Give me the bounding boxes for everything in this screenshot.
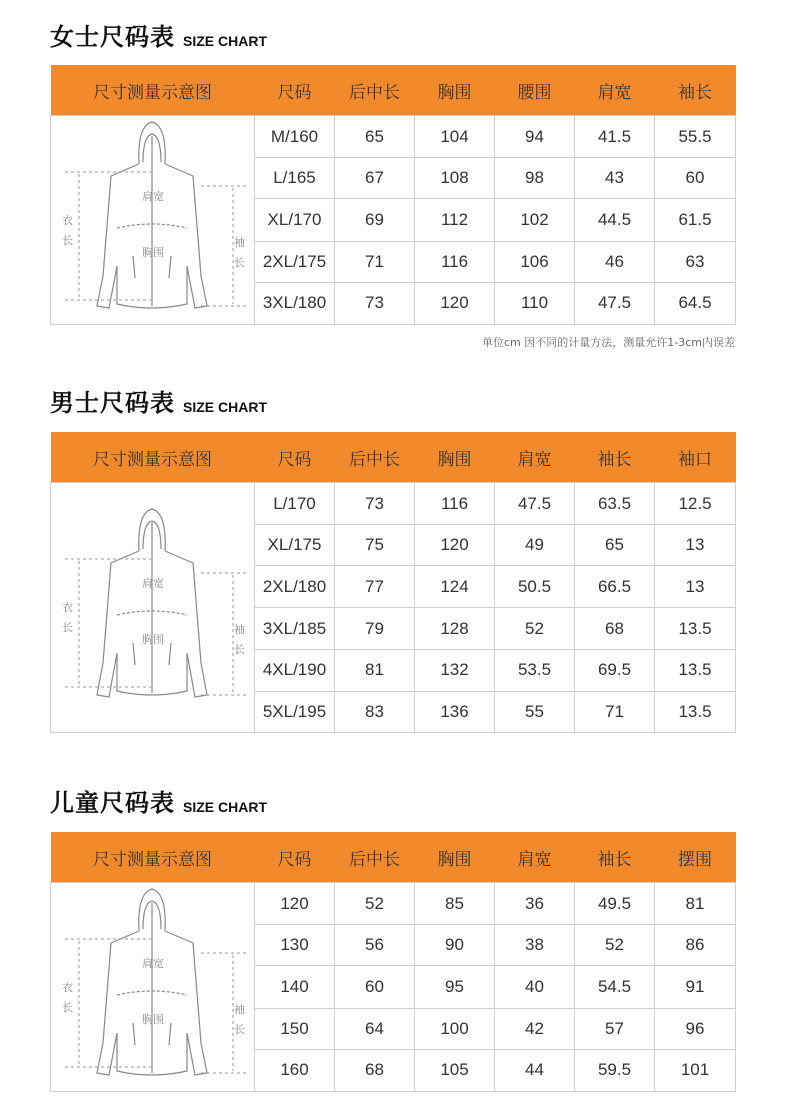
kids-section-title xyxy=(50,778,267,818)
value-cell: 61.5 xyxy=(655,199,736,241)
table-row xyxy=(51,116,736,158)
value-cell: 69 xyxy=(335,199,415,241)
diagram-label-body-1: 衣 xyxy=(62,214,73,227)
value-cell: 54.5 xyxy=(575,966,655,1008)
kids-size-table xyxy=(50,832,736,1092)
size-cell: 160 xyxy=(255,1049,335,1091)
value-cell: 132 xyxy=(415,649,495,691)
value-cell: 68 xyxy=(575,608,655,649)
header-cell: 摆围 xyxy=(655,832,736,883)
value-cell: 116 xyxy=(415,241,495,282)
diagram-label-chest: 胸围 xyxy=(142,1013,164,1026)
value-cell: 67 xyxy=(335,158,415,199)
header-cell: 后中长 xyxy=(335,432,415,483)
value-cell: 44 xyxy=(495,1049,575,1091)
value-cell: 106 xyxy=(495,241,575,282)
value-cell: 63 xyxy=(655,241,736,282)
value-cell: 60 xyxy=(335,966,415,1008)
value-cell: 71 xyxy=(575,691,655,732)
value-cell: 69.5 xyxy=(575,649,655,691)
value-cell: 104 xyxy=(415,116,495,158)
header-cell: 肩宽 xyxy=(575,65,655,116)
value-cell: 13.5 xyxy=(655,691,736,732)
value-cell: 52 xyxy=(575,925,655,966)
value-cell: 124 xyxy=(415,566,495,608)
value-cell: 96 xyxy=(655,1008,736,1049)
size-cell: 4XL/190 xyxy=(255,649,335,691)
header-cell: 后中长 xyxy=(335,65,415,116)
value-cell: 77 xyxy=(335,566,415,608)
value-cell: 49 xyxy=(495,525,575,566)
diagram-label-body-2: 长 xyxy=(62,234,73,247)
value-cell: 40 xyxy=(495,966,575,1008)
size-cell: 130 xyxy=(255,925,335,966)
kids-title-cn: 儿童尺码表 xyxy=(50,789,175,817)
men-title-en: SIZE CHART xyxy=(183,399,267,415)
value-cell: 64.5 xyxy=(655,282,736,324)
diagram-label-sleeve-1: 袖 xyxy=(234,236,245,249)
value-cell: 64 xyxy=(335,1008,415,1049)
header-cell: 尺寸测量示意图 xyxy=(51,832,255,883)
diagram-label-body-1: 衣 xyxy=(62,601,73,614)
value-cell: 101 xyxy=(655,1049,736,1091)
women-title-cn: 女士尺码表 xyxy=(50,23,175,51)
size-cell: XL/175 xyxy=(255,525,335,566)
value-cell: 13 xyxy=(655,525,736,566)
value-cell: 120 xyxy=(415,525,495,566)
men-size-table xyxy=(50,432,736,733)
header-cell: 尺寸测量示意图 xyxy=(51,432,255,483)
header-cell: 胸围 xyxy=(415,432,495,483)
value-cell: 68 xyxy=(335,1049,415,1091)
hooded-jacket-diagram-icon xyxy=(51,883,253,1091)
value-cell: 47.5 xyxy=(495,483,575,525)
value-cell: 12.5 xyxy=(655,483,736,525)
header-cell: 袖长 xyxy=(575,832,655,883)
diagram-label-shoulder: 肩宽 xyxy=(142,577,164,590)
value-cell: 55 xyxy=(495,691,575,732)
value-cell: 36 xyxy=(495,883,575,925)
value-cell: 66.5 xyxy=(575,566,655,608)
value-cell: 13.5 xyxy=(655,649,736,691)
value-cell: 112 xyxy=(415,199,495,241)
hooded-jacket-diagram-icon xyxy=(51,116,253,324)
header-cell: 尺码 xyxy=(255,432,335,483)
diagram-label-sleeve-2: 长 xyxy=(234,643,245,656)
value-cell: 105 xyxy=(415,1049,495,1091)
value-cell: 63.5 xyxy=(575,483,655,525)
diagram-label-shoulder: 肩宽 xyxy=(142,190,164,203)
women-size-table xyxy=(50,65,736,325)
value-cell: 98 xyxy=(495,158,575,199)
header-cell: 袖口 xyxy=(655,432,736,483)
hooded-jacket-diagram-icon xyxy=(51,483,253,732)
size-cell: 120 xyxy=(255,883,335,925)
header-cell: 胸围 xyxy=(415,832,495,883)
value-cell: 52 xyxy=(495,608,575,649)
size-cell: 2XL/180 xyxy=(255,566,335,608)
diagram-label-sleeve-2: 长 xyxy=(234,1023,245,1036)
size-cell: 3XL/185 xyxy=(255,608,335,649)
header-cell: 后中长 xyxy=(335,832,415,883)
measurement-note: 单位cm 因不同的计量方法，测量允许1-3cm内误差 xyxy=(482,336,735,349)
jacket-diagram-cell xyxy=(51,483,255,733)
header-cell: 袖长 xyxy=(575,432,655,483)
value-cell: 42 xyxy=(495,1008,575,1049)
jacket-diagram-cell xyxy=(51,883,255,1092)
value-cell: 79 xyxy=(335,608,415,649)
value-cell: 120 xyxy=(415,282,495,324)
value-cell: 65 xyxy=(335,116,415,158)
value-cell: 56 xyxy=(335,925,415,966)
header-cell: 肩宽 xyxy=(495,432,575,483)
table-row xyxy=(51,883,736,925)
value-cell: 86 xyxy=(655,925,736,966)
value-cell: 57 xyxy=(575,1008,655,1049)
jacket-diagram-cell xyxy=(51,116,255,325)
value-cell: 94 xyxy=(495,116,575,158)
diagram-label-body-1: 衣 xyxy=(62,981,73,994)
value-cell: 81 xyxy=(335,649,415,691)
header-cell: 腰围 xyxy=(495,65,575,116)
diagram-label-chest: 胸围 xyxy=(142,246,164,259)
value-cell: 59.5 xyxy=(575,1049,655,1091)
header-cell: 肩宽 xyxy=(495,832,575,883)
value-cell: 75 xyxy=(335,525,415,566)
value-cell: 38 xyxy=(495,925,575,966)
size-cell: L/165 xyxy=(255,158,335,199)
value-cell: 55.5 xyxy=(655,116,736,158)
header-cell: 尺寸测量示意图 xyxy=(51,65,255,116)
size-cell: 2XL/175 xyxy=(255,241,335,282)
value-cell: 136 xyxy=(415,691,495,732)
table-header-row xyxy=(51,832,736,883)
value-cell: 44.5 xyxy=(575,199,655,241)
size-cell: 140 xyxy=(255,966,335,1008)
value-cell: 60 xyxy=(655,158,736,199)
table-row xyxy=(51,483,736,525)
value-cell: 13.5 xyxy=(655,608,736,649)
value-cell: 73 xyxy=(335,282,415,324)
diagram-label-body-2: 长 xyxy=(62,1001,73,1014)
men-title-cn: 男士尺码表 xyxy=(50,389,175,417)
women-section-title xyxy=(50,12,267,52)
value-cell: 71 xyxy=(335,241,415,282)
diagram-label-chest: 胸围 xyxy=(142,633,164,646)
value-cell: 83 xyxy=(335,691,415,732)
value-cell: 100 xyxy=(415,1008,495,1049)
value-cell: 128 xyxy=(415,608,495,649)
value-cell: 49.5 xyxy=(575,883,655,925)
value-cell: 13 xyxy=(655,566,736,608)
value-cell: 108 xyxy=(415,158,495,199)
value-cell: 90 xyxy=(415,925,495,966)
value-cell: 81 xyxy=(655,883,736,925)
women-title-en: SIZE CHART xyxy=(183,33,267,49)
value-cell: 53.5 xyxy=(495,649,575,691)
value-cell: 47.5 xyxy=(575,282,655,324)
table-header-row xyxy=(51,432,736,483)
size-cell: L/170 xyxy=(255,483,335,525)
diagram-label-shoulder: 肩宽 xyxy=(142,957,164,970)
value-cell: 73 xyxy=(335,483,415,525)
value-cell: 46 xyxy=(575,241,655,282)
size-cell: 150 xyxy=(255,1008,335,1049)
header-cell: 胸围 xyxy=(415,65,495,116)
value-cell: 52 xyxy=(335,883,415,925)
value-cell: 41.5 xyxy=(575,116,655,158)
size-cell: M/160 xyxy=(255,116,335,158)
size-cell: 3XL/180 xyxy=(255,282,335,324)
size-cell: XL/170 xyxy=(255,199,335,241)
value-cell: 65 xyxy=(575,525,655,566)
value-cell: 110 xyxy=(495,282,575,324)
diagram-label-body-2: 长 xyxy=(62,621,73,634)
value-cell: 116 xyxy=(415,483,495,525)
value-cell: 95 xyxy=(415,966,495,1008)
header-cell: 尺码 xyxy=(255,832,335,883)
header-cell: 尺码 xyxy=(255,65,335,116)
value-cell: 91 xyxy=(655,966,736,1008)
men-section-title xyxy=(50,378,267,418)
diagram-label-sleeve-1: 袖 xyxy=(234,1003,245,1016)
header-cell: 袖长 xyxy=(655,65,736,116)
kids-title-en: SIZE CHART xyxy=(183,799,267,815)
size-cell: 5XL/195 xyxy=(255,691,335,732)
table-header-row xyxy=(51,65,736,116)
value-cell: 102 xyxy=(495,199,575,241)
diagram-label-sleeve-1: 袖 xyxy=(234,623,245,636)
value-cell: 85 xyxy=(415,883,495,925)
value-cell: 43 xyxy=(575,158,655,199)
diagram-label-sleeve-2: 长 xyxy=(234,256,245,269)
value-cell: 50.5 xyxy=(495,566,575,608)
